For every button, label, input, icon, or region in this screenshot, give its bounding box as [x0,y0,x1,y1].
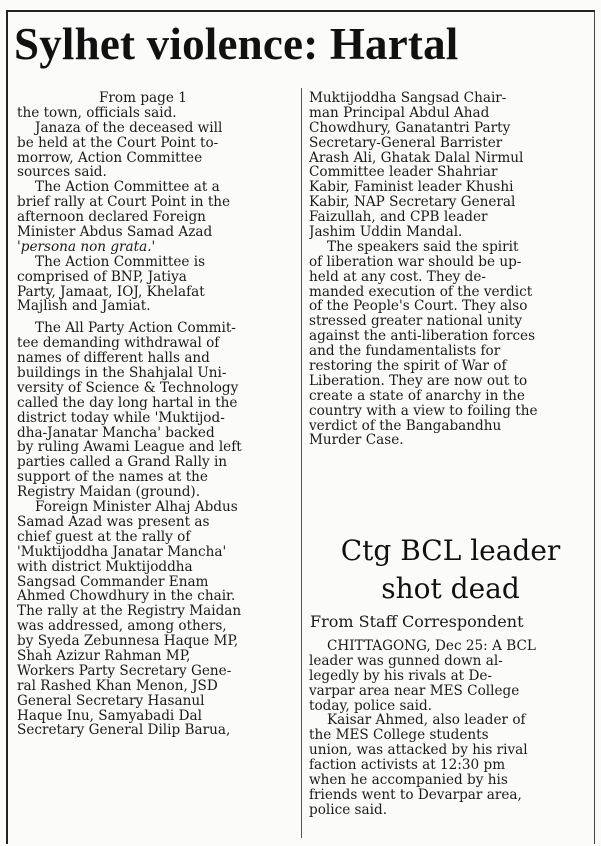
text-line: the MES College students [309,728,489,744]
text-line: and the fundamentalists for [309,344,501,360]
text-line: Secretary General Dilip Barua, [17,723,231,739]
text-line: tee demanding withdrawal of [17,336,220,352]
text-line: General Secretary Hasanul [17,693,205,709]
text-line: Jashim Uddin Mandal. [309,225,463,240]
text-line: with district Muktijoddha [17,559,193,575]
text-line: Murder Case. [309,433,404,449]
text-line: Majlish and Jamiat. [17,299,151,315]
text-line: man Principal Abdul Ahad [309,105,490,121]
article-column-2 [309,91,592,448]
text-line: Samad Azad was present as [17,514,210,530]
text-line: Shah Azizur Rahman MP, [17,648,191,664]
text-line: The All Party Action Commit- [35,321,236,337]
story2-headline [309,532,592,608]
text-line: Minister Abdus Samad Azad [17,225,213,240]
text-line: against the anti-liberation forces [309,329,536,345]
text-line: Haque Inu, Samyabadi Dal [17,708,202,724]
text-line: parties called a Grand Rally in [17,455,228,471]
text-line: Registry Maidan (ground). [17,485,201,501]
text-line: today, police said. [309,698,432,714]
text-line: district today while 'Muktijod- [17,410,225,426]
text-line: legedly by his rivals at De- [309,668,492,684]
text-line: morrow, Action Committee [17,150,203,166]
text-line: Muktijoddha Sangsad Chair- [309,91,507,106]
text-line: Faizullah, and CPB leader [309,210,488,226]
text-line: Liberation. They are now out to [309,373,528,389]
text-line: the town, officials said. [17,105,177,121]
text-line: manded execution of the verdict [309,284,533,300]
text-line: Chowdhury, Ganatantri Party [309,120,511,136]
text-line: Kaisar Ahmed, also leader of [327,713,526,729]
text-line: of the People's Court. They also [309,299,528,315]
text-line: of liberation war should be up- [309,254,522,270]
text-line: Secretary-General Barrister [309,135,503,151]
text-line: comprised of BNP, Jatiya [17,269,187,285]
text-line: varpar area near MES College [309,683,520,699]
text-line: The rally at the Registry Maidan [17,604,242,620]
article-column-1 [17,91,297,738]
text-line: Committee leader Shahriar [309,165,498,181]
text-line: The Action Committee at a [35,180,220,196]
page-headline: Sylhet violence: Hartal [14,19,459,69]
text-line: Sangsad Commander Enam [17,574,209,590]
continuation-note: From page 1 [99,91,187,106]
text-line: afternoon declared Foreign [17,210,206,226]
text-line: 'Muktijoddha Janatar Mancha' [17,544,227,560]
text-line: ral Rashed Khan Menon, JSD [17,678,218,694]
text-line: versity of Science & Technology [17,380,239,396]
text-line: support of the names at the [17,470,208,486]
paragraph-gap [17,314,297,321]
text-line: by ruling Awami League and left [17,440,242,456]
text-line: by Syeda Zebunnesa Haque MP, [17,634,239,649]
text-line: Kabir, NAP Secretary General [309,195,516,211]
text-line: stressed greater national unity [309,314,523,330]
story2-headline-line1: Ctg BCL leader [340,534,561,567]
text-line: leader was gunned down al- [309,653,503,669]
text-line: Kabir, Faminist leader Khushi [309,180,514,196]
text-line: faction activists at 12:30 pm [309,758,506,774]
text-line: names of different halls and [17,351,210,367]
story2-byline: From Staff Correspondent [310,612,524,631]
text-line: Workers Party Secretary Gene- [17,663,232,679]
text-line: The Action Committee is [35,254,206,270]
text-line: police said. [309,802,388,818]
text-line: create a state of anarchy in the [309,388,525,404]
text-line: held at any cost. They de- [309,269,487,285]
text-line: chief guest at the rally of [17,529,191,545]
text-line: 'persona non grata.' [17,239,156,255]
text-line: CHITTAGONG, Dec 25: A BCL [327,639,536,654]
text-line: be held at the Court Point to- [17,135,219,151]
text-line: country with a view to foiling the [309,403,538,419]
text-line: dha-Janatar Mancha' backed [17,425,215,441]
text-line: Party, Jamaat, IOJ, Khelafat [17,284,205,300]
text-line: buildings in the Shahjalal Uni- [17,366,227,381]
text-line: friends went to Devarpar area, [309,787,522,803]
text-line: brief rally at Court Point in the [17,195,231,211]
story2-body [309,639,592,818]
text-line: Ahmed Chowdhury in the chair. [17,589,236,605]
text-line: sources said. [17,165,107,181]
text-line: union, was attacked by his rival [309,743,528,759]
story2-headline-line2: shot dead [381,572,520,605]
text-line: was addressed, among others, [17,619,227,635]
column-divider [301,88,302,838]
text-line: Foreign Minister Alhaj Abdus [35,500,238,515]
text-line: when he accompanied by his [309,773,508,788]
text-line: The speakers said the spirit [327,239,519,255]
text-line: Janaza of the deceased will [35,120,223,136]
text-line: Arash Ali, Ghatak Dalal Nirmul [309,150,524,166]
text-line: verdict of the Bangabandhu [309,418,502,434]
text-line: restoring the spirit of War of [309,359,507,374]
text-line: called the day long hartal in the [17,395,238,411]
